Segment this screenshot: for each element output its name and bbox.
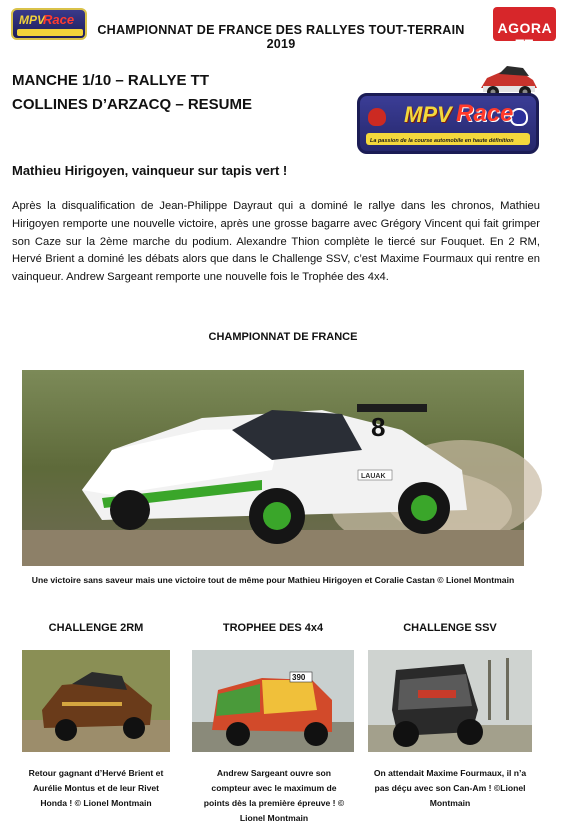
section-title-ssv: CHALLENGE SSV — [403, 622, 497, 634]
main-photo-buggy — [22, 370, 524, 566]
main-photo-illustration — [22, 370, 524, 566]
section-title-championnat: CHAMPIONNAT DE FRANCE — [208, 331, 358, 343]
caption-ssv: On attendait Maxime Fourmaux, il n’a pas déçu avec son Can-Am ! ©Lionel Montmain — [373, 768, 527, 808]
mpv-race-logo-large — [357, 93, 539, 154]
section-title-2rm: CHALLENGE 2RM — [48, 622, 144, 634]
document-title: CHAMPIONNAT DE FRANCE DES RALLYES TOUT-TERRAIN 2019 — [97, 23, 465, 51]
photo-2rm-illustration — [22, 650, 170, 752]
manche-heading — [12, 69, 252, 117]
logo-word-race: Race — [43, 12, 75, 27]
photo-4x4-illustration — [192, 650, 354, 752]
car-sponsor: LAUAK — [361, 473, 386, 480]
truck-number: 390 — [292, 673, 306, 682]
caption-2rm: Retour gagnant d’Hervé Brient et Aurélie Montus et de leur Rivet Honda ! © Lionel Montmain — [28, 768, 164, 808]
mpv-race-logo-small — [11, 8, 87, 40]
car-number: 8 — [371, 412, 386, 442]
section-title-4x4: TROPHEE DES 4x4 — [222, 622, 324, 634]
logo-tag-bar — [17, 29, 83, 36]
photo-ssv-canam — [368, 650, 532, 752]
photo-ssv-illustration — [368, 650, 532, 752]
photo-2rm-buggy — [22, 650, 170, 752]
helmet-left-icon — [368, 108, 386, 126]
caption-4x4: Andrew Sargeant ouvre son compteur avec le maximum de points dès la première épreuve ! © Lionel Montmain — [203, 768, 345, 823]
article-body: Après la disqualification de Jean-Philippe Dayraut qui a dominé le rallye dans les chronos, Mathieu Hirigoyen remporte une nouvelle victoire, après une grosse bagarre avec Grégory Vincent qui fait grimper son Caze sur la 2ème marche du podium. Alexandre Thion complète le tiercé sur Fouquet. En 2 RM, Hervé Brient a dominé les débats alors que dans le Challenge SSV, c’est Maxime Fourmaux qui rentre en vainqueur. Andrew Sargeant remporte une nouvelle fois le Trophée des 4x4. — [12, 200, 540, 284]
logo-large-word-race: Race — [456, 100, 514, 127]
logo-word-mpv: MPV — [19, 13, 46, 27]
photo-4x4-truck — [192, 650, 354, 752]
manche-line-1: MANCHE 1/10 – RALLYE TT — [12, 72, 209, 89]
logo-large-word-mpv: MPV — [404, 102, 452, 127]
agora-tt-logo — [493, 7, 556, 52]
main-photo-caption: Une victoire sans saveur mais une victoire tout de même pour Mathieu Hirigoyen et Coralie Castan © Lionel Montmain — [31, 575, 515, 585]
logo-tagline: La passion de la course automobile en haute définition — [370, 138, 514, 144]
manche-line-2: COLLINES D’ARZACQ – RESUME — [12, 96, 253, 113]
article-subtitle: Mathieu Hirigoyen, vainqueur sur tapis vert ! — [12, 163, 288, 178]
agora-logo-text: AGORA TT — [497, 20, 552, 52]
